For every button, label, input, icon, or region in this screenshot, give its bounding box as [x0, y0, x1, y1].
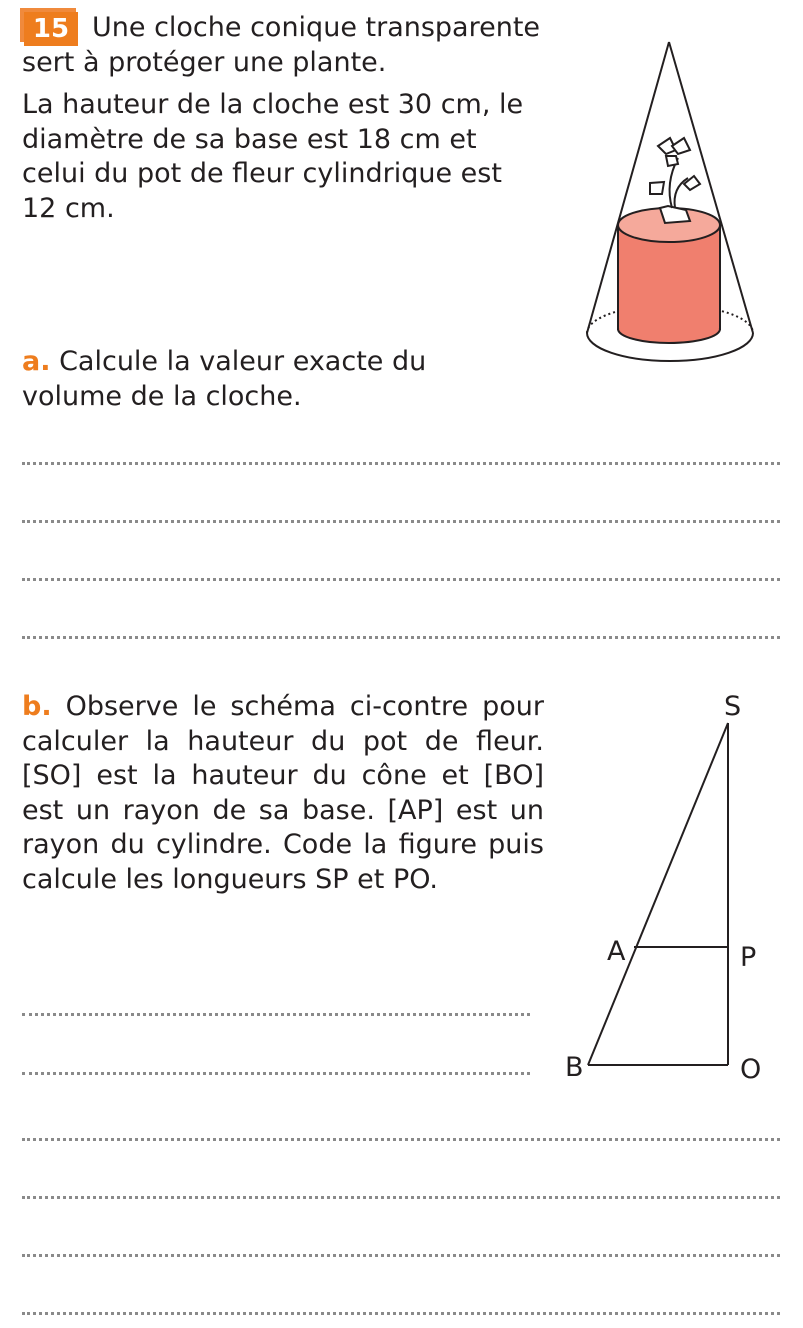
answer-line-b2[interactable] — [22, 1072, 530, 1075]
label-P: P — [740, 942, 757, 973]
label-O: O — [740, 1054, 762, 1085]
answer-line-b1[interactable] — [22, 1013, 530, 1016]
answer-line-a1[interactable] — [22, 462, 780, 465]
intro-line-2: sert à protéger une plante. — [22, 47, 387, 78]
question-a — [22, 345, 442, 414]
answer-line-b6[interactable] — [22, 1312, 780, 1315]
exercise-number-badge — [20, 8, 78, 46]
answer-line-b4[interactable] — [22, 1196, 780, 1199]
label-B: B — [565, 1052, 584, 1083]
exercise-number: 15 — [24, 12, 78, 46]
question-b — [22, 690, 544, 897]
question-b-text: Observe le schéma ci-contre pour calculer la hauteur du pot de fleur. [SO] est la hauteur du cône et [BO] est un rayon de sa base. [AP] est un rayon du cylindre. Code la figure puis calcule les longueurs SP et PO. — [22, 691, 544, 895]
problem-data: La hauteur de la cloche est 30 cm, le diamètre de sa base est 18 cm et celui du pot de fleur cylindrique est 12 cm. — [22, 89, 524, 224]
label-S: S — [724, 691, 742, 722]
question-a-text: Calcule la valeur exacte du volume de la cloche. — [22, 346, 427, 412]
triangle-schema — [560, 690, 780, 1090]
intro-line-1: Une cloche conique transparente — [92, 12, 541, 43]
answer-line-a4[interactable] — [22, 636, 780, 639]
label-A: A — [607, 936, 626, 967]
answer-line-b5[interactable] — [22, 1254, 780, 1257]
segment-SB — [588, 723, 728, 1065]
answer-line-a2[interactable] — [22, 520, 780, 523]
answer-line-a3[interactable] — [22, 578, 780, 581]
question-b-label: b. — [22, 691, 52, 722]
cone-illustration — [580, 38, 760, 368]
answer-line-b3[interactable] — [22, 1138, 780, 1141]
question-a-label: a. — [22, 346, 51, 377]
